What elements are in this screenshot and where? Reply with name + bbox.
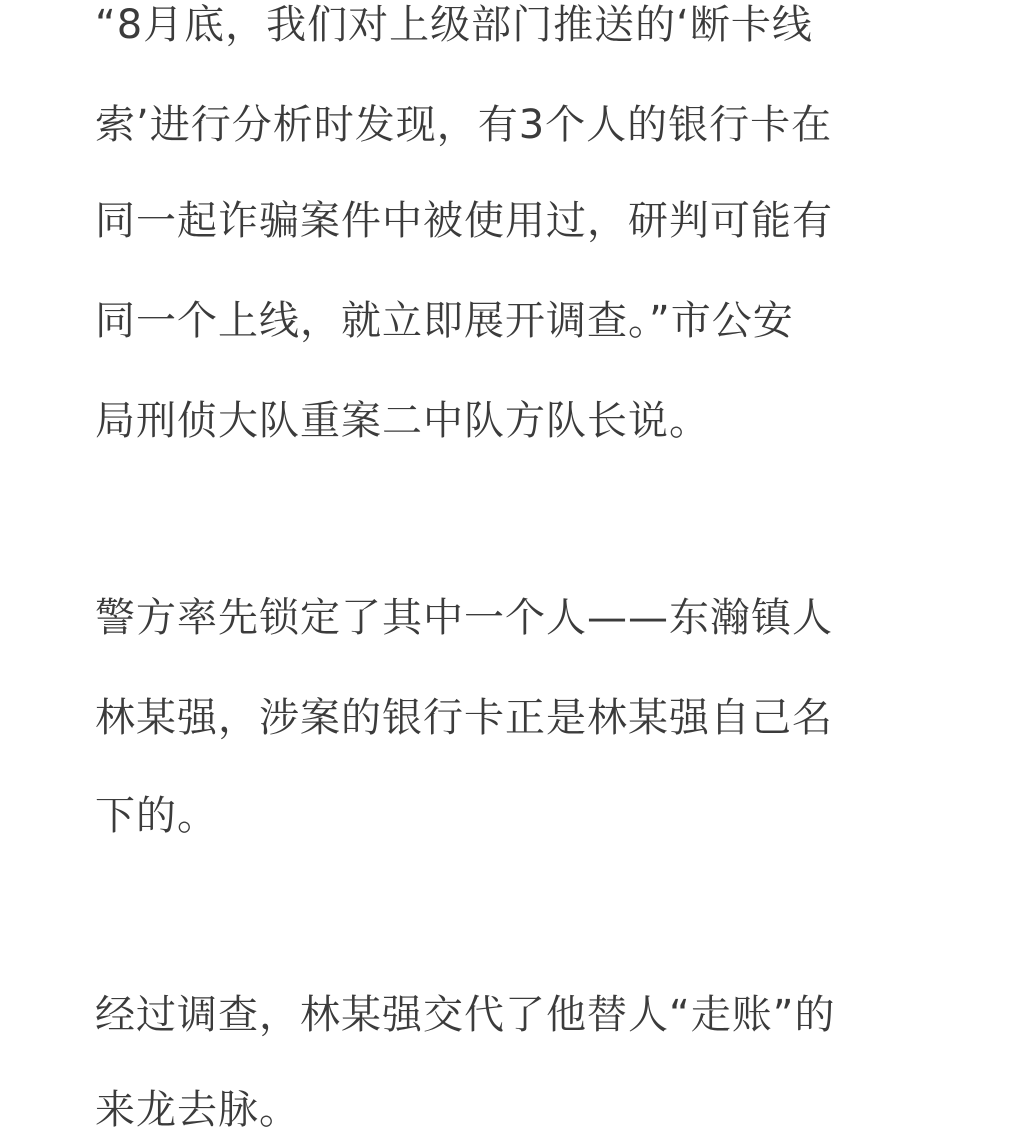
- text-line: 同一起诈骗案件中被使用过，研判可能有: [95, 198, 833, 244]
- text-line: “8月底，我们对上级部门推送的‘断卡线: [95, 2, 813, 48]
- text-line: 警方率先锁定了其中一个人——东瀚镇人: [95, 595, 833, 641]
- text-line: 林某强，涉案的银行卡正是林某强自己名: [95, 695, 833, 741]
- text-line: 下的。: [95, 793, 218, 839]
- text-line: 来龙去脉。: [95, 1087, 300, 1133]
- text-line: 局刑侦大队重案二中队方队长说。: [95, 398, 710, 444]
- text-line: 索’进行分析时发现，有3个人的银行卡在: [95, 102, 833, 148]
- text-line: 经过调查，林某强交代了他替人“走账”的: [95, 992, 836, 1038]
- text-line: 同一个上线，就立即展开调查。”市公安: [95, 298, 794, 344]
